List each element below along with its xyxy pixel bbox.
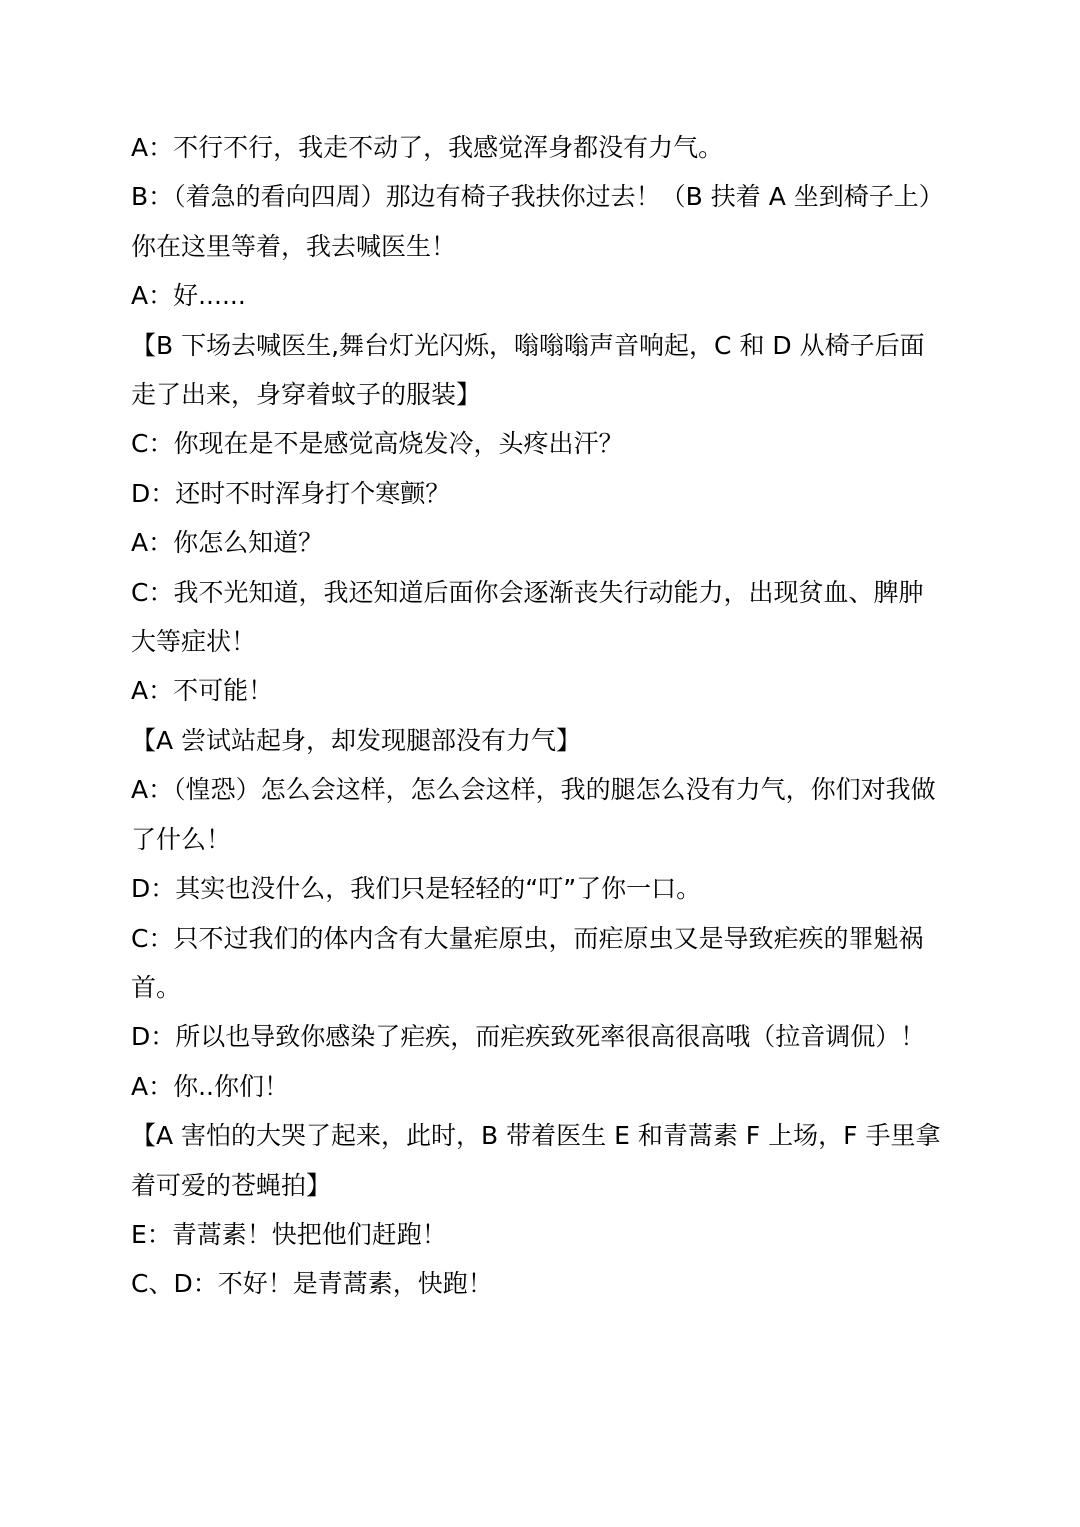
dialogue-line: A：（惶恐）怎么会这样，怎么会这样，我的腿怎么没有力气，你们对我做了什么！ [131,775,936,854]
dialogue-line: A：不行不行，我走不动了，我感觉浑身都没有力气。 [131,133,724,162]
dialogue-line: C、D：不好！是青蒿素，快跑！ [131,1269,493,1299]
dialogue-line: B：（着急的看向四周）那边有椅子我扶你过去！（B 扶着 A 坐到椅子上）你在这里等着，我去喊医生！ [131,182,944,261]
stage-direction: 【A 尝试站起身，却发现腿部没有力气】 [131,725,582,755]
dialogue-line: D：其实也没什么，我们只是轻轻的“叮”了你一口。 [131,874,702,904]
dialogue-line: D：所以也导致你感染了疟疾，而疟疾致死率很高很高哦（拉音调侃）！ [131,1022,926,1052]
stage-direction: 【B 下场去喊医生,舞台灯光闪烁，嗡嗡嗡声音响起，C 和 D 从椅子后面走了出来，身穿着蚊子的服装】 [131,330,925,410]
script-body [131,123,946,1309]
dialogue-line: A：不可能！ [131,676,274,706]
dialogue-line: C：你现在是不是感觉高烧发冷，头疼出汗？ [131,429,624,459]
dialogue-line: E：青蒿素！快把他们赶跑！ [131,1219,447,1249]
dialogue-line: A：你怎么知道？ [131,528,324,558]
dialogue-line: D：还时不时浑身打个寒颤？ [131,478,451,508]
dialogue-line: A：你..你们！ [131,1071,289,1101]
dialogue-line: C：我不光知道，我还知道后面你会逐渐丧失行动能力，出现贫血、脾肿大等症状！ [131,577,924,657]
dialogue-line: A：好...... [131,281,246,311]
stage-direction: 【A 害怕的大哭了起来，此时，B 带着医生 E 和青蒿素 F 上场，F 手里拿着可爱的苍蝇拍】 [131,1121,941,1200]
dialogue-line: C：只不过我们的体内含有大量疟原虫，而疟原虫又是导致疟疾的罪魁祸首。 [131,923,924,1002]
